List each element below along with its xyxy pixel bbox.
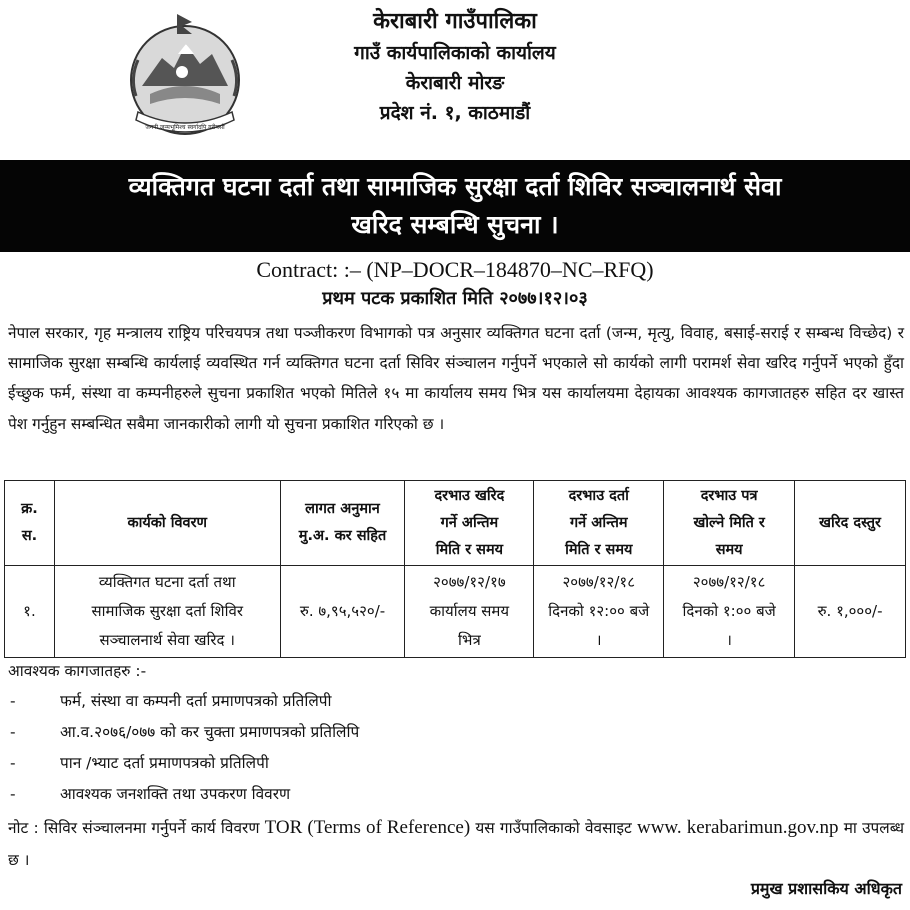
header-registration-deadline: दरभाउ दर्ता गर्ने अन्तिम मिति र समय (534, 481, 664, 566)
notice-title-line-2: खरिद सम्बन्धि सुचना । (351, 210, 559, 239)
list-item: - आवश्यक जनशक्ति तथा उपकरण विवरण (10, 785, 291, 803)
office-name: गाउँ कार्यपालिकाको कार्यालय (354, 42, 556, 64)
cell-cost-estimate: रु. ७,९५,५२०/- (280, 566, 405, 658)
list-item: - आ.व.२०७६/०७७ को कर चुक्ता प्रमाणपत्रको प्रतिलिपि (10, 723, 360, 741)
required-documents (8, 656, 904, 810)
notice-body-paragraph: नेपाल सरकार, गृह मन्त्रालय राष्ट्रिय परिचयपत्र तथा पञ्जीकरण विभागको पत्र अनुसार व्यक्तिगत घटना दर्ता (जन्म, मृत्यु, विवाह, बसाई-सराई र सम्बन्ध विच्छेद) र सामाजिक सुरक्षा सम्बन्धि कार्यलाई व्यवस्थित गर्न व्यक्तिगत घटना दर्ता सिविर संञ्चालन गर्नुपर्ने भएकाले सो कार्यको लागी परामर्श सेवा खरिद गर्नुपर्ने भएको हुँदा ईच्छुक फर्म, संस्था वा कम्पनीहरुले सुचना प्रकाशित भएको मितिले १५ मा कार्यालय समय भित्र यस कार्यालयमा देहायका आवश्यक कागजातहरु सहित दर खास्त पेश गर्नुहुन सम्बन्धित सबैमा जानकारीको लागी यो सुचना प्रकाशित गरिएको छ । (8, 324, 904, 433)
office-location: केराबारी मोरङ (405, 72, 505, 94)
note-paragraph: नोट : सिविर संञ्चालनमा गर्नुपर्ने कार्य विवरण TOR (Terms of Reference) यस गाउँपालिकाको वेवसाइट www. kerabarimun.gov.np मा उपलब्ध छ । (8, 817, 904, 869)
list-item: - फर्म, संस्था वा कम्पनी दर्ता प्रमाणपत्रको प्रतिलिपी (10, 692, 332, 710)
tor-text: TOR (Terms of Reference) (264, 817, 471, 838)
cell-opening-date: २०७७/१२/१८ दिनको १:०० बजे । (664, 566, 795, 658)
list-item: - पान /भ्याट दर्ता प्रमाणपत्रको प्रतिलिपी (10, 754, 269, 772)
website-link[interactable]: www. kerabarimun.gov.np (636, 817, 839, 838)
municipality-name: केराबारी गाउँपालिका (373, 9, 537, 34)
contract-number: Contract: :– (NP–DOCR–184870–NC–RFQ) (256, 257, 654, 282)
header-description: कार्यको विवरण (54, 481, 280, 566)
notice-title-banner (0, 160, 910, 252)
letterhead (0, 0, 910, 160)
header-opening-date: दरभाउ पत्र खोल्ने मिति र समय (664, 481, 795, 566)
table-header-row (5, 481, 906, 566)
province-line: प्रदेश नं. १, काठमाडौं (379, 102, 531, 124)
cell-description: व्यक्तिगत घटना दर्ता तथा सामाजिक सुरक्षा दर्ता शिविर सञ्चालनार्थ सेवा खरिद । (54, 566, 280, 658)
header-purchase-deadline: दरभाउ खरिद गर्ने अन्तिम मिति र समय (405, 481, 534, 566)
table-row (5, 566, 906, 658)
header-cost-estimate: लागत अनुमान मु.अ. कर सहित (280, 481, 405, 566)
signatory-title: प्रमुख प्रशासकिय अधिकृत (750, 879, 902, 898)
procurement-table (4, 480, 906, 658)
published-date: प्रथम पटक प्रकाशित मिति २०७७।१२।०३ (322, 288, 588, 309)
cell-serial: १. (5, 566, 55, 658)
documents-title: आवश्यक कागजातहरु :- (8, 662, 147, 680)
notice-title-line-1: व्यक्तिगत घटना दर्ता तथा सामाजिक सुरक्षा दर्ता शिविर सञ्चालनार्थ सेवा (128, 172, 782, 201)
cell-registration-deadline: २०७७/१२/१८ दिनको १२:०० बजे । (534, 566, 664, 658)
cell-fee: रु. १,०००/- (795, 566, 906, 658)
header-serial: क्र. स. (5, 481, 55, 566)
cell-purchase-deadline: २०७७/१२/१७ कार्यालय समय भित्र (405, 566, 534, 658)
header-fee: खरिद दस्तुर (795, 481, 906, 566)
svg-text:जननी जन्मभूमिश्च स्वर्गादपि गर: जननी जन्मभूमिश्च स्वर्गादपि गरीयसी (145, 124, 225, 131)
